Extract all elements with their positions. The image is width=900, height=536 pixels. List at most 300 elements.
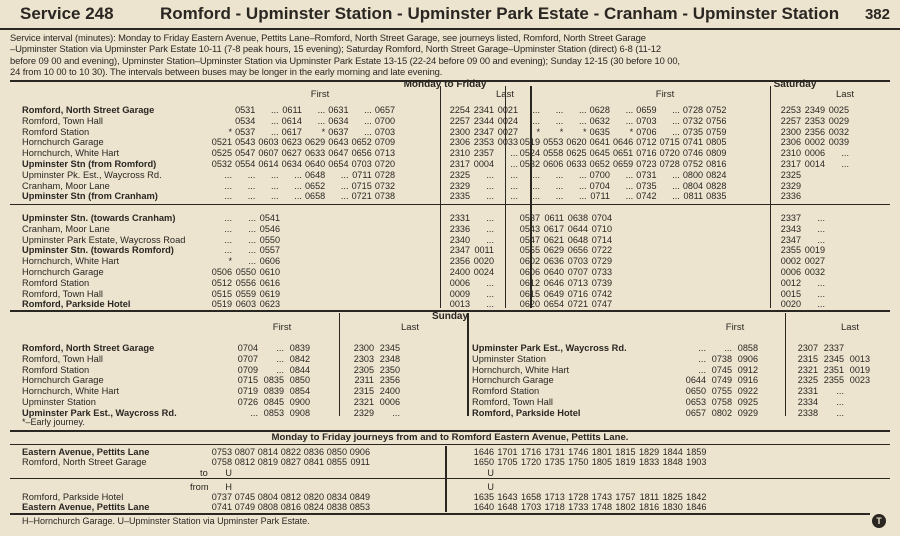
time-cell: ... xyxy=(555,105,564,115)
time-cell: 2325 xyxy=(797,375,818,386)
time-cell: 0656 xyxy=(351,148,372,159)
time-cell: 0827 xyxy=(280,457,301,468)
time-cell: 0719 xyxy=(237,386,258,397)
time-cell: ... xyxy=(271,180,279,191)
time-cell: ... xyxy=(224,245,232,256)
time-cell: 0555 xyxy=(519,245,540,256)
time-cell: ... xyxy=(532,191,540,202)
time-cell: 2347 xyxy=(449,245,470,256)
time-cell: ... xyxy=(724,343,732,353)
time-cell: 2353 xyxy=(473,137,494,148)
time-cell: 0027 xyxy=(497,126,518,137)
time-cell: 2345 xyxy=(379,343,400,353)
time-cell: 1640 xyxy=(473,502,494,513)
time-cell: 0835 xyxy=(706,191,727,202)
time-cell: ... xyxy=(698,364,706,375)
column-divider xyxy=(339,313,340,416)
time-cell: 0633 xyxy=(566,159,587,169)
time-cell: 0643 xyxy=(328,137,349,148)
time-cell: 0855 xyxy=(326,457,347,468)
time-cell: ... xyxy=(817,223,825,234)
time-cell: 0758 xyxy=(211,457,232,468)
time-cell: 0650 xyxy=(685,386,706,397)
note-line: before 09 00 and evening), Upminster Station–Upminster Station via Upminster Park Estate 13-15 (22-24 before 09 00 and evening); Sunday 12-15 (30 before 10 00, xyxy=(10,54,680,66)
time-cell: ... xyxy=(625,105,634,115)
time-cell: 1646 xyxy=(473,447,494,457)
time-cell: 1635 xyxy=(473,492,494,502)
time-cell: 1815 xyxy=(615,447,636,457)
time-cell: 0707 xyxy=(237,353,258,364)
time-cell: 1819 xyxy=(615,457,636,468)
time-cell: ... xyxy=(486,277,494,288)
time-cell: 0619 xyxy=(259,288,280,299)
time-cell: 2321 xyxy=(797,364,818,375)
time-cell: 0704 xyxy=(591,213,612,223)
stop-name: Romford, Parkside Hotel xyxy=(22,492,124,502)
column-divider xyxy=(770,205,771,308)
column-divider xyxy=(440,205,441,308)
stop-name: Romford, Parkside Hotel xyxy=(22,299,131,310)
time-cell: 0002 xyxy=(804,137,825,148)
time-cell: * xyxy=(228,256,232,267)
time-cell: 1859 xyxy=(686,447,707,457)
time-cell: ... xyxy=(672,191,680,202)
footnote: H–Hornchurch Garage. U–Upminster Station via Upminster Park Estate. xyxy=(22,516,310,526)
time-cell: 2340 xyxy=(449,234,470,245)
stop-name: Hornchurch, White Hart xyxy=(22,148,120,159)
time-cell: ... xyxy=(672,126,680,137)
time-cell: 0807 xyxy=(234,447,255,457)
time-cell: ... xyxy=(672,169,680,180)
time-cell: ... xyxy=(555,180,564,191)
time-cell: 0925 xyxy=(737,397,758,407)
time-cell: 0556 xyxy=(235,277,256,288)
time-cell: 0809 xyxy=(706,148,727,159)
time-cell: * xyxy=(536,126,540,137)
time-cell: 0632 xyxy=(589,115,610,126)
time-cell: 2325 xyxy=(449,169,470,180)
time-cell: U xyxy=(487,468,494,478)
time-cell: 0715 xyxy=(351,180,372,191)
note-line: –Upminster Station via Upminster Park Estate 10-11 (7-8 peak hours, 15 evening); Saturday Romford, North Street Garage–Upminster Station (direct) 6-8 (11-12 xyxy=(10,43,662,55)
time-cell: 0554 xyxy=(235,159,256,169)
time-cell: 0745 xyxy=(234,492,255,502)
stop-name: Romford, North Street Garage xyxy=(22,105,155,115)
stop-name: Hornchurch Garage xyxy=(22,375,104,386)
time-cell: ... xyxy=(248,213,256,223)
time-cell: ... xyxy=(510,159,518,169)
time-cell: 0546 xyxy=(259,223,280,234)
time-cell: 2329 xyxy=(353,407,374,418)
time-cell: 1825 xyxy=(662,492,683,502)
time-cell: 0711 xyxy=(352,169,372,180)
time-cell: ... xyxy=(340,191,349,202)
time-cell: 0652 xyxy=(304,180,326,191)
time-cell: 0845 xyxy=(263,397,284,407)
time-cell: 0802 xyxy=(711,407,732,418)
time-cell: ... xyxy=(392,407,400,418)
time-cell: 0506 xyxy=(211,267,232,277)
to-label: to xyxy=(200,468,208,478)
heading-last: Last xyxy=(496,89,514,100)
time-cell: 0656 xyxy=(567,245,588,256)
stop-name: Romford, Town Hall xyxy=(22,288,103,299)
time-cell: 1846 xyxy=(686,502,707,513)
time-cell: 0019 xyxy=(804,245,825,256)
stop-name: Romford Station xyxy=(22,126,90,137)
time-cell: 0658 xyxy=(304,191,326,202)
time-cell: 0644 xyxy=(567,223,588,234)
time-cell: 1802 xyxy=(615,502,636,513)
time-cell: 0758 xyxy=(711,397,732,407)
time-cell: 0652 xyxy=(589,159,610,169)
time-cell: 0726 xyxy=(237,397,258,407)
time-cell: ... xyxy=(224,213,232,223)
time-cell: 0820 xyxy=(303,492,324,502)
time-cell: 0611 xyxy=(282,105,302,115)
time-cell: ... xyxy=(250,407,258,418)
time-cell: 0755 xyxy=(711,386,732,397)
time-cell: ... xyxy=(294,180,302,191)
time-cell: 0841 xyxy=(303,457,324,468)
time-cell: 0922 xyxy=(737,386,758,397)
time-cell: ... xyxy=(836,386,844,397)
transport-logo: T xyxy=(872,514,886,528)
time-cell: * xyxy=(583,126,587,137)
time-cell: 0812 xyxy=(234,457,255,468)
time-cell: 2257 xyxy=(449,115,470,126)
time-cell: 0822 xyxy=(280,447,301,457)
time-cell: 0732 xyxy=(682,115,704,126)
time-cell: 0704 xyxy=(237,343,258,353)
time-cell: 1658 xyxy=(520,492,542,502)
time-cell: 0519 xyxy=(519,137,540,148)
time-cell: H xyxy=(225,482,232,492)
time-cell: 0620 xyxy=(566,137,587,148)
time-cell: 0534 xyxy=(235,115,256,126)
time-cell: 1811 xyxy=(639,492,660,502)
time-cell: 0635 xyxy=(589,126,610,137)
time-cell: 0710 xyxy=(591,223,612,234)
time-cell: 0839 xyxy=(289,343,310,353)
time-cell: 2400 xyxy=(449,267,470,277)
time-cell: 0916 xyxy=(737,375,758,386)
time-cell: 0713 xyxy=(567,277,588,288)
time-cell: 2351 xyxy=(823,364,844,375)
time-cell: ... xyxy=(247,169,256,180)
time-cell: 2355 xyxy=(780,245,801,256)
time-cell: 0541 xyxy=(259,213,280,223)
time-cell: 0704 xyxy=(589,180,610,191)
time-cell: 1650 xyxy=(473,457,494,468)
time-cell: 1746 xyxy=(568,447,589,457)
stop-name: Cranham, Moor Lane xyxy=(22,223,110,234)
time-cell: 0553 xyxy=(543,137,564,148)
time-cell: 1830 xyxy=(662,502,683,513)
time-cell: ... xyxy=(486,234,494,245)
time-cell: 0023 xyxy=(849,375,870,386)
time-cell: 0739 xyxy=(591,277,612,288)
time-cell: 0006 xyxy=(780,267,801,277)
time-cell: 0716 xyxy=(636,148,657,159)
column-divider xyxy=(467,313,469,416)
time-cell: 0019 xyxy=(849,364,870,375)
time-cell: ... xyxy=(271,126,279,137)
time-cell: ... xyxy=(276,353,284,364)
time-cell: 0850 xyxy=(289,375,310,386)
time-cell: 2337 xyxy=(823,343,844,353)
time-cell: 0634 xyxy=(328,115,349,126)
time-cell: 0531 xyxy=(235,105,256,115)
stop-name: Romford, Town Hall xyxy=(22,115,103,126)
time-cell: 0020 xyxy=(780,299,801,310)
time-cell: ... xyxy=(532,105,540,115)
time-cell: ... xyxy=(486,299,494,310)
time-cell: * xyxy=(629,126,634,137)
time-cell: 2347 xyxy=(473,126,494,137)
time-cell: 0629 xyxy=(543,245,564,256)
service-number: Service 248 xyxy=(20,4,114,23)
time-cell: ... xyxy=(486,223,494,234)
time-cell: 0654 xyxy=(543,299,564,310)
time-cell: 0700 xyxy=(374,115,396,126)
time-cell: ... xyxy=(486,213,494,223)
time-cell: 0752 xyxy=(682,159,704,169)
time-cell: 0742 xyxy=(636,191,657,202)
stop-name: Upminster Stn. (towards Romford) xyxy=(22,245,174,256)
time-cell: ... xyxy=(271,115,279,126)
time-cell: 0027 xyxy=(804,256,825,267)
stop-name: Hornchurch, White Hart xyxy=(472,364,570,375)
time-cell: ... xyxy=(364,126,372,137)
time-cell: ... xyxy=(224,169,232,180)
time-cell: 0703 xyxy=(351,159,372,169)
time-cell: 0703 xyxy=(567,256,588,267)
time-cell: 0648 xyxy=(567,234,588,245)
time-cell: 0631 xyxy=(328,105,349,115)
time-cell: 2307 xyxy=(797,343,818,353)
time-cell: 0606 xyxy=(543,159,564,169)
time-cell: ... xyxy=(271,105,279,115)
time-cell: 0606 xyxy=(259,256,280,267)
time-cell: 0029 xyxy=(828,115,849,126)
time-cell: 0738 xyxy=(711,353,732,364)
time-cell: 0641 xyxy=(589,137,610,148)
timetable-header xyxy=(0,0,900,30)
time-cell: 0651 xyxy=(612,148,634,159)
time-cell: ... xyxy=(248,256,256,267)
time-cell: 0636 xyxy=(543,256,564,267)
stop-name: Romford Station xyxy=(472,386,540,397)
time-cell: 2310 xyxy=(780,148,801,159)
time-cell: 0659 xyxy=(612,159,634,169)
time-cell: 2300 xyxy=(449,126,470,137)
time-cell: 0006 xyxy=(449,277,470,288)
time-cell: ... xyxy=(555,115,564,126)
time-cell: 0858 xyxy=(737,343,758,353)
time-cell: 1842 xyxy=(686,492,707,502)
time-cell: 2253 xyxy=(780,105,801,115)
time-cell: 0759 xyxy=(706,126,727,137)
time-cell: 1643 xyxy=(497,492,518,502)
column-divider xyxy=(440,86,441,204)
time-cell: 0025 xyxy=(828,105,849,115)
time-cell: 2257 xyxy=(780,115,801,126)
time-cell: 0519 xyxy=(211,299,232,310)
time-cell: 0603 xyxy=(235,299,256,310)
time-cell: 0735 xyxy=(682,126,704,137)
time-cell: 2350 xyxy=(379,364,400,375)
time-cell: 0625 xyxy=(566,148,587,159)
stop-name: Hornchurch, White Hart xyxy=(22,256,120,267)
time-cell: 0912 xyxy=(737,364,758,375)
time-cell: 0612 xyxy=(519,277,540,288)
divider xyxy=(10,478,890,479)
time-cell: 0654 xyxy=(328,159,349,169)
time-cell: 0638 xyxy=(567,213,588,223)
time-cell: ... xyxy=(224,180,232,191)
time-cell: 2357 xyxy=(473,148,494,159)
time-cell: 0741 xyxy=(211,502,232,513)
time-cell: 0525 xyxy=(211,148,232,159)
time-cell: ... xyxy=(224,223,232,234)
time-cell: 0911 xyxy=(350,457,370,468)
time-cell: 0537 xyxy=(519,213,540,223)
time-cell: 0804 xyxy=(682,180,704,191)
time-cell: ... xyxy=(486,288,494,299)
time-cell: 0032 xyxy=(804,267,825,277)
time-cell: 0602 xyxy=(519,256,540,267)
time-cell: 0746 xyxy=(682,148,704,159)
time-cell: U xyxy=(225,468,232,478)
time-cell: 0853 xyxy=(349,502,370,513)
time-cell: 0720 xyxy=(374,159,396,169)
column-divider xyxy=(505,86,506,204)
heading-first: First xyxy=(725,322,745,333)
time-cell: 2400 xyxy=(379,386,400,397)
time-cell: 0728 xyxy=(374,169,396,180)
time-cell: 0808 xyxy=(257,502,278,513)
time-cell: ... xyxy=(317,115,326,126)
time-cell: 0906 xyxy=(349,447,370,457)
time-cell: 1829 xyxy=(638,447,660,457)
time-cell: 1903 xyxy=(686,457,707,468)
time-cell: ... xyxy=(841,148,849,159)
stop-name: Romford, Town Hall xyxy=(472,397,553,407)
time-cell: 1701 xyxy=(497,447,518,457)
time-cell: ... xyxy=(294,191,302,202)
time-cell: 0621 xyxy=(543,234,564,245)
time-cell: 0709 xyxy=(374,137,396,148)
column-divider xyxy=(445,446,447,512)
time-cell: 0610 xyxy=(259,267,280,277)
time-cell: 2303 xyxy=(353,353,374,364)
time-cell: 0747 xyxy=(591,299,612,310)
stop-name: Romford, Parkside Hotel xyxy=(472,407,581,418)
divider xyxy=(10,513,870,515)
stop-name: Hornchurch Garage xyxy=(22,137,104,148)
time-cell: ... xyxy=(836,397,844,407)
time-cell: 2315 xyxy=(797,353,818,364)
time-cell: ... xyxy=(486,191,494,202)
time-cell: ... xyxy=(579,115,587,126)
time-cell: ... xyxy=(340,180,349,191)
time-cell: 0637 xyxy=(328,126,349,137)
time-cell: 0032 xyxy=(828,126,849,137)
heading-last: Last xyxy=(401,322,419,333)
time-cell: ... xyxy=(672,115,680,126)
time-cell: ... xyxy=(224,234,232,245)
time-cell: ... xyxy=(579,191,587,202)
time-cell: 0020 xyxy=(473,256,494,267)
time-cell: ... xyxy=(625,191,634,202)
time-cell: 0700 xyxy=(589,169,610,180)
time-cell: ... xyxy=(625,180,634,191)
time-cell: 2334 xyxy=(797,397,818,407)
time-cell: 2331 xyxy=(797,386,818,397)
time-cell: 0849 xyxy=(349,492,370,502)
time-cell: 0647 xyxy=(328,148,349,159)
time-cell: 2349 xyxy=(804,105,825,115)
route-title: Romford - Upminster Station - Upminster Park Estate - Cranham - Upminster Station xyxy=(160,4,840,23)
time-cell: 0616 xyxy=(259,277,280,288)
heading-mf: Monday to Friday xyxy=(403,79,487,90)
time-cell: 2325 xyxy=(780,169,801,180)
time-cell: 0603 xyxy=(258,137,279,148)
time-cell: ... xyxy=(294,169,302,180)
time-cell: 0521 xyxy=(211,137,232,148)
time-cell: 0039 xyxy=(828,137,849,148)
time-cell: 2348 xyxy=(379,353,400,364)
time-cell: 2310 xyxy=(449,148,470,159)
time-cell: ... xyxy=(817,277,825,288)
time-cell: 0756 xyxy=(706,115,727,126)
time-cell: 0709 xyxy=(237,364,258,375)
time-cell: 0729 xyxy=(591,256,612,267)
time-cell: 0753 xyxy=(211,447,232,457)
time-cell: ... xyxy=(510,191,518,202)
time-cell: ... xyxy=(510,169,518,180)
time-cell: 0814 xyxy=(257,447,278,457)
time-cell: 0629 xyxy=(304,137,326,148)
time-cell: ... xyxy=(579,105,587,115)
note-line: Service interval (minutes): Monday to Friday Eastern Avenue, Pettits Lane–Romford, North Street Garage, see journeys listed, Romford, North Street Garage xyxy=(10,32,646,43)
time-cell: 0728 xyxy=(659,159,680,169)
time-cell: 0617 xyxy=(543,223,564,234)
time-cell: 1743 xyxy=(591,492,612,502)
time-cell: 0606 xyxy=(519,267,540,277)
heading-first: First xyxy=(272,322,292,333)
time-cell: ... xyxy=(841,159,849,169)
time-cell: 0804 xyxy=(257,492,278,502)
time-cell: 0854 xyxy=(289,386,310,397)
time-cell: 0024 xyxy=(497,115,518,126)
time-cell: 0652 xyxy=(351,137,372,148)
column-divider xyxy=(530,86,532,204)
time-cell: 0006 xyxy=(804,148,825,159)
stop-name: Upminster Stn (from Cranham) xyxy=(22,191,158,202)
time-cell: ... xyxy=(672,180,680,191)
service-notes xyxy=(10,32,890,78)
time-cell: 0617 xyxy=(281,126,302,137)
divider xyxy=(10,444,890,445)
time-cell: 0543 xyxy=(235,137,256,148)
time-cell: ... xyxy=(510,148,518,159)
time-cell: 0550 xyxy=(235,267,256,277)
time-cell: 0645 xyxy=(589,148,610,159)
time-cell: ... xyxy=(248,234,256,245)
time-cell: 2321 xyxy=(353,397,374,407)
